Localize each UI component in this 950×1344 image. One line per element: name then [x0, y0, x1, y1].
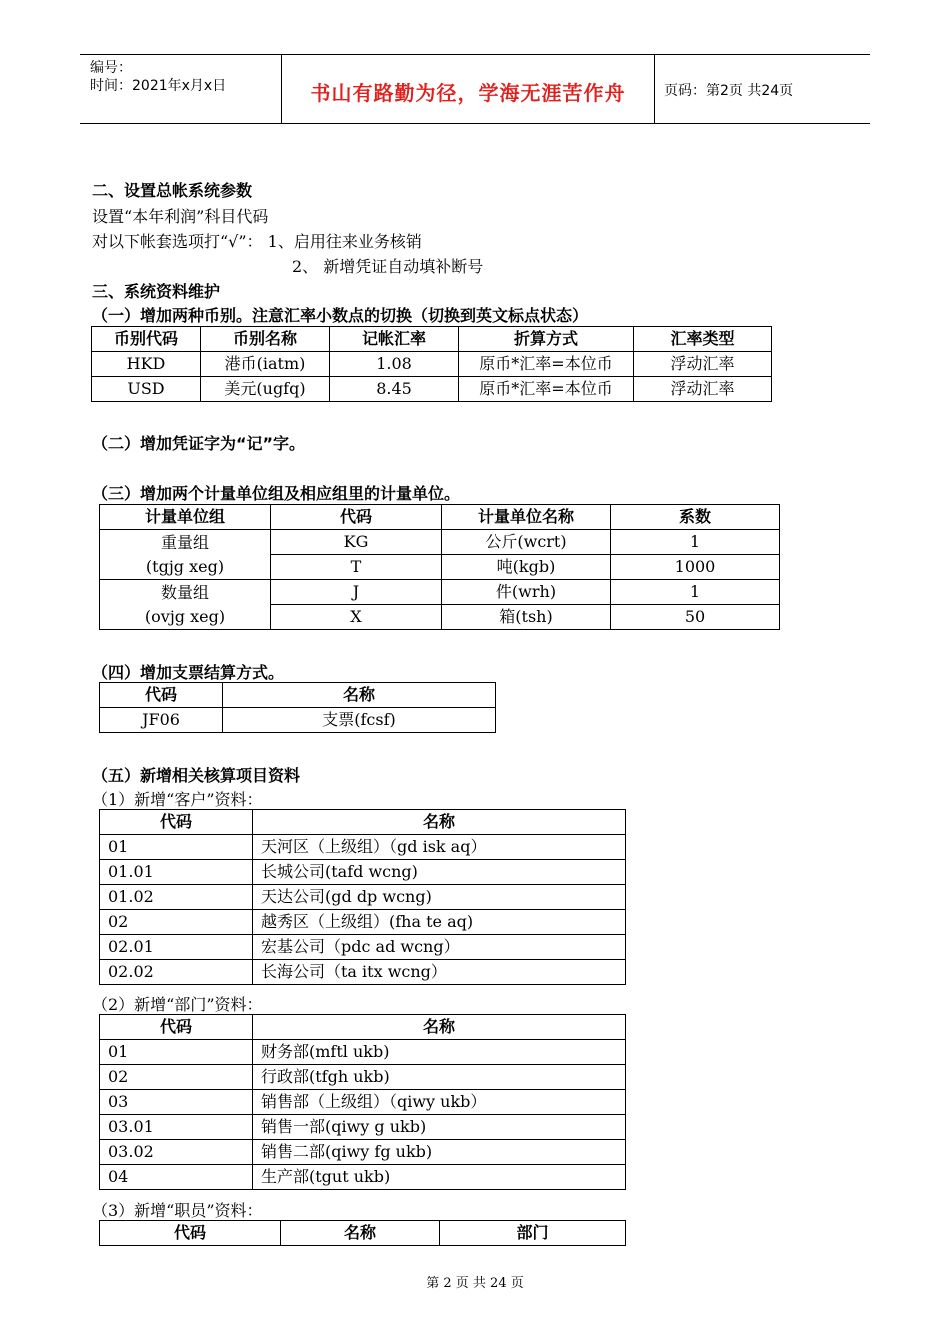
table-row	[100, 530, 780, 555]
code-label: 编号：	[90, 60, 132, 76]
unit-group-cell	[100, 580, 271, 630]
column-header: 汇率类型	[634, 327, 772, 352]
subsection-title: （四）增加支票结算方式。	[92, 663, 285, 682]
unit-group-name: 重量组	[160, 532, 209, 552]
table-cell: 美元(ugfq)	[201, 377, 330, 402]
table-row	[92, 377, 772, 402]
header-divider	[654, 55, 655, 123]
header-meta	[90, 59, 226, 95]
table-row	[100, 935, 626, 960]
column-header: 名称	[223, 683, 496, 708]
section-title: 二、设置总帐系统参数	[92, 181, 253, 200]
table-row	[100, 708, 496, 733]
table-cell: HKD	[92, 352, 201, 377]
column-header: 币别代码	[92, 327, 201, 352]
table-header-row	[100, 1221, 626, 1246]
table-cell: J	[271, 580, 442, 605]
text-line: （3）新增“职员”资料：	[92, 1201, 263, 1220]
table-cell: 销售一部(qiwy g ukb)	[253, 1115, 626, 1140]
unit-group-name: 数量组	[160, 582, 209, 602]
unit-group-cell	[100, 530, 271, 580]
table-cell: 行政部(tfgh ukb)	[253, 1065, 626, 1090]
table-cell: 销售部（上级组）（qiwy ukb）	[253, 1090, 626, 1115]
table-cell: 原币*汇率=本位币	[459, 377, 634, 402]
table-cell: JF06	[100, 708, 223, 733]
column-header: 折算方式	[459, 327, 634, 352]
subsection-title: （五）新增相关核算项目资料	[92, 766, 301, 785]
table-row	[100, 1090, 626, 1115]
table-cell: 生产部(tgut ukb)	[253, 1165, 626, 1190]
column-header: 代码	[271, 505, 442, 530]
column-header: 计量单位组	[100, 505, 271, 530]
header-motto: 书山有路勤为径，学海无涯苦作舟	[310, 81, 626, 105]
text-line: （1）新增“客户”资料：	[92, 790, 263, 809]
table-cell: 03	[100, 1090, 253, 1115]
table-cell: 宏基公司（pdc ad wcng）	[253, 935, 626, 960]
units-table	[99, 504, 780, 630]
table-header-row	[100, 505, 780, 530]
table-row	[100, 910, 626, 935]
table-row	[100, 835, 626, 860]
table-cell: 8.45	[330, 377, 459, 402]
page-footer: 第 2 页 共 24 页	[426, 1276, 524, 1291]
page-header	[80, 54, 870, 124]
table-cell: 01	[100, 835, 253, 860]
table-row	[100, 885, 626, 910]
customers-table	[99, 809, 626, 985]
text-line: （2）新增“部门”资料：	[92, 995, 263, 1014]
table-row	[92, 352, 772, 377]
unit-group-pinyin: (ovjg xeg)	[144, 606, 226, 626]
table-cell: 越秀区（上级组）(fha te aq)	[253, 910, 626, 935]
table-cell: 公斤(wcrt)	[442, 530, 611, 555]
table-row	[100, 1065, 626, 1090]
column-header: 币别名称	[201, 327, 330, 352]
table-cell: 02.02	[100, 960, 253, 985]
column-header: 名称	[253, 1015, 626, 1040]
table-cell: 长海公司（ta itx wcng）	[253, 960, 626, 985]
table-cell: 财务部(mftl ukb)	[253, 1040, 626, 1065]
table-cell: 天达公司(gd dp wcng)	[253, 885, 626, 910]
settlement-table	[99, 682, 496, 733]
text-line: 对以下帐套选项打“√”： 1、启用往来业务核销	[92, 232, 422, 251]
table-cell: 03.02	[100, 1140, 253, 1165]
table-row	[100, 1115, 626, 1140]
table-cell: 箱(tsh)	[442, 605, 611, 630]
table-cell: X	[271, 605, 442, 630]
section-title: 三、系统资料维护	[92, 282, 221, 301]
column-header: 部门	[440, 1221, 626, 1246]
column-header: 代码	[100, 1221, 281, 1246]
table-header-row	[100, 810, 626, 835]
table-header-row	[100, 1015, 626, 1040]
column-header: 代码	[100, 810, 253, 835]
subsection-title: （三）增加两个计量单位组及相应组里的计量单位。	[92, 484, 461, 503]
table-cell: 1.08	[330, 352, 459, 377]
subsection-title: （一）增加两种币别。注意汇率小数点的切换（切换到英文标点状态）	[92, 306, 589, 325]
table-row	[100, 1040, 626, 1065]
table-cell: 销售二部(qiwy fg ukb)	[253, 1140, 626, 1165]
table-cell: USD	[92, 377, 201, 402]
table-cell: 1	[611, 530, 780, 555]
table-row	[100, 580, 780, 605]
table-cell: 支票(fcsf)	[223, 708, 496, 733]
table-header-row	[92, 327, 772, 352]
table-cell: 港币(iatm)	[201, 352, 330, 377]
text-line: 2、 新增凭证自动填补断号	[292, 257, 484, 276]
column-header: 系数	[611, 505, 780, 530]
departments-table	[99, 1014, 626, 1190]
table-cell: 02	[100, 910, 253, 935]
table-cell: 50	[611, 605, 780, 630]
column-header: 代码	[100, 1015, 253, 1040]
table-cell: KG	[271, 530, 442, 555]
table-cell: 件(wrh)	[442, 580, 611, 605]
table-cell: 浮动汇率	[634, 352, 772, 377]
column-header: 记帐汇率	[330, 327, 459, 352]
table-cell: 01.02	[100, 885, 253, 910]
table-cell: T	[271, 555, 442, 580]
table-row	[100, 960, 626, 985]
table-cell: 浮动汇率	[634, 377, 772, 402]
table-cell: 02.01	[100, 935, 253, 960]
table-row	[100, 860, 626, 885]
currency-table	[91, 326, 772, 402]
table-cell: 01	[100, 1040, 253, 1065]
table-cell: 天河区（上级组）（gd isk aq）	[253, 835, 626, 860]
table-cell: 01.01	[100, 860, 253, 885]
table-cell: 03.01	[100, 1115, 253, 1140]
table-cell: 原币*汇率=本位币	[459, 352, 634, 377]
table-row	[100, 1165, 626, 1190]
table-cell: 1	[611, 580, 780, 605]
column-header: 代码	[100, 683, 223, 708]
table-cell: 04	[100, 1165, 253, 1190]
column-header: 名称	[281, 1221, 440, 1246]
table-row	[100, 1140, 626, 1165]
table-header-row	[100, 683, 496, 708]
table-cell: 吨(kgb)	[442, 555, 611, 580]
table-cell: 1000	[611, 555, 780, 580]
time-label: 时间：2021年x月x日	[90, 78, 227, 94]
table-cell: 02	[100, 1065, 253, 1090]
unit-group-pinyin: (tgjg xeg)	[145, 556, 225, 576]
header-page-info: 页码：第2页 共24页	[664, 83, 794, 99]
subsection-title: （二）增加凭证字为“记”字。	[92, 434, 306, 453]
employees-table	[99, 1220, 626, 1246]
text-line: 设置“本年利润”科目代码	[92, 207, 269, 226]
column-header: 计量单位名称	[442, 505, 611, 530]
table-cell: 长城公司(tafd wcng)	[253, 860, 626, 885]
column-header: 名称	[253, 810, 626, 835]
